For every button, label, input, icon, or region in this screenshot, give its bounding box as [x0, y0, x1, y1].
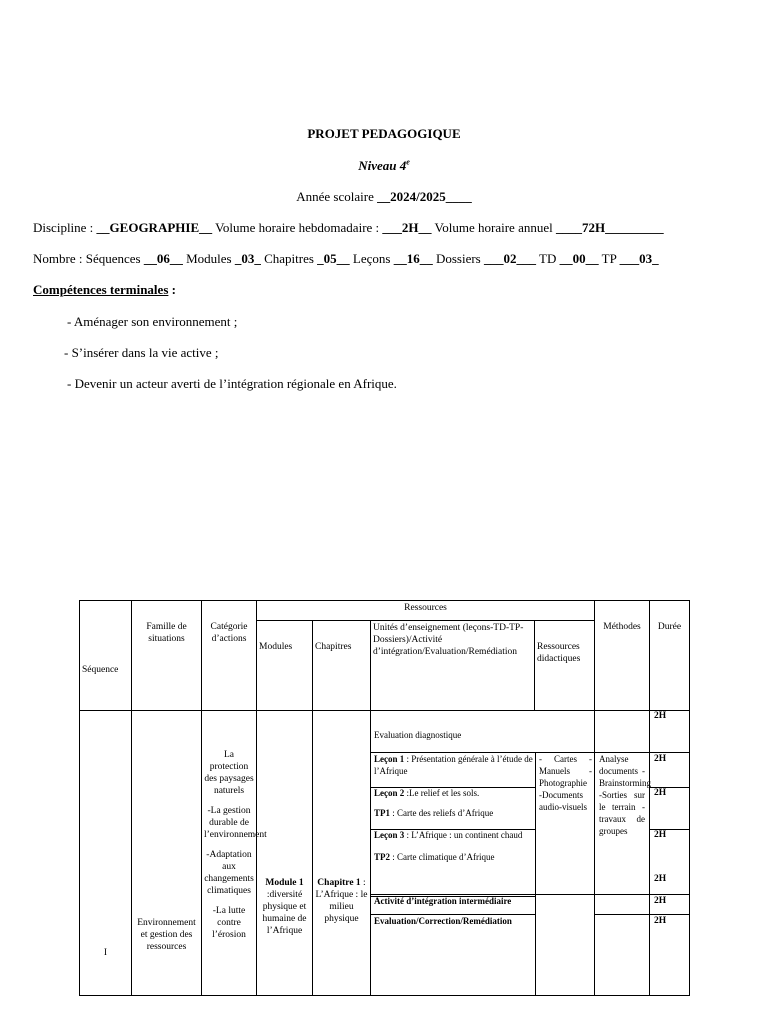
header-famille: Famille de situations: [132, 601, 202, 711]
header-modules: Modules: [257, 621, 313, 711]
header-methodes: Méthodes: [595, 601, 650, 711]
tp-2: TP2 : Carte climatique d’Afrique: [374, 852, 495, 862]
methodes-cell: Analyse documents - Brainstorming -Sorties sur le terrain - travaux de groupes: [595, 711, 650, 996]
level: Niveau 4e: [358, 158, 410, 174]
header-sequence: Séquence: [80, 601, 132, 711]
page-title: PROJET PEDAGOGIQUE: [307, 126, 461, 141]
discipline-line: Discipline : __GEOGRAPHIE__ Volume horaire hebdomadaire : ___2H__ Volume horaire annuel ____72H_________: [33, 220, 664, 235]
counts-line: Nombre : Séquences __06__ Modules _03_ Chapitres _05__ Leçons __16__ Dossiers ___02___ TD __00__ TP ___03_: [33, 251, 659, 266]
header-ressources: Ressources: [257, 601, 595, 621]
lecon-3: Leçon 3 : L’Afrique : un continent chaud: [374, 830, 523, 840]
competence-item: - Aménager son environnement ;: [67, 314, 238, 329]
ressources-didactiques: - Cartes -Manuels -Photographie -Documents audio-visuels: [539, 754, 592, 812]
header-categorie: Catégorie d’actions: [202, 601, 257, 711]
chapitre-cell: Chapitre 1 : L’Afrique : le milieu physique: [313, 711, 371, 996]
pedagogic-table: [79, 600, 690, 996]
duree-cell: 2H 2H 2H 2H 2H 2H 2H: [650, 711, 690, 996]
header-duree: Durée: [650, 601, 690, 711]
activite-integration: Activité d’intégration intermédiaire: [374, 896, 512, 906]
module-cell: Module 1 :diversité physique et humaine de l’Afrique: [257, 711, 313, 996]
competence-item: - Devenir un acteur averti de l’intégration régionale en Afrique.: [67, 376, 397, 391]
header-ressources-didactiques: Ressources didactiques: [535, 621, 595, 711]
lecon-2: Leçon 2 :Le relief et les sols.: [374, 788, 480, 798]
categorie-cell: La protection des paysages naturels -La gestion durable de l’environnement -Adaptation aux changements climatiques -La lutte contre l’érosion: [202, 711, 257, 996]
competences-heading: Compétences terminales :: [33, 282, 176, 297]
famille-cell: Environnement et gestion des ressources: [132, 711, 202, 996]
header-unites: Unités d’enseignement (leçons-TD-TP-Dossiers)/Activité d’intégration/Evaluation/Remédiation: [371, 621, 535, 711]
competence-item: - S’insérer dans la vie active ;: [64, 345, 219, 360]
header-chapitres: Chapitres: [313, 621, 371, 711]
sequence-number: I: [80, 711, 132, 996]
lecon-1: Leçon 1 : Présentation générale à l’étude de l’Afrique: [374, 754, 533, 776]
tp-1: TP1 : Carte des reliefs d’Afrique: [374, 808, 494, 818]
eval-diagnostique: Evaluation diagnostique: [374, 730, 462, 740]
unites-ressources-block: [371, 711, 595, 996]
school-year: Année scolaire __2024/2025____: [296, 189, 472, 204]
evaluation-remediation: Evaluation/Correction/Remédiation: [374, 916, 512, 926]
